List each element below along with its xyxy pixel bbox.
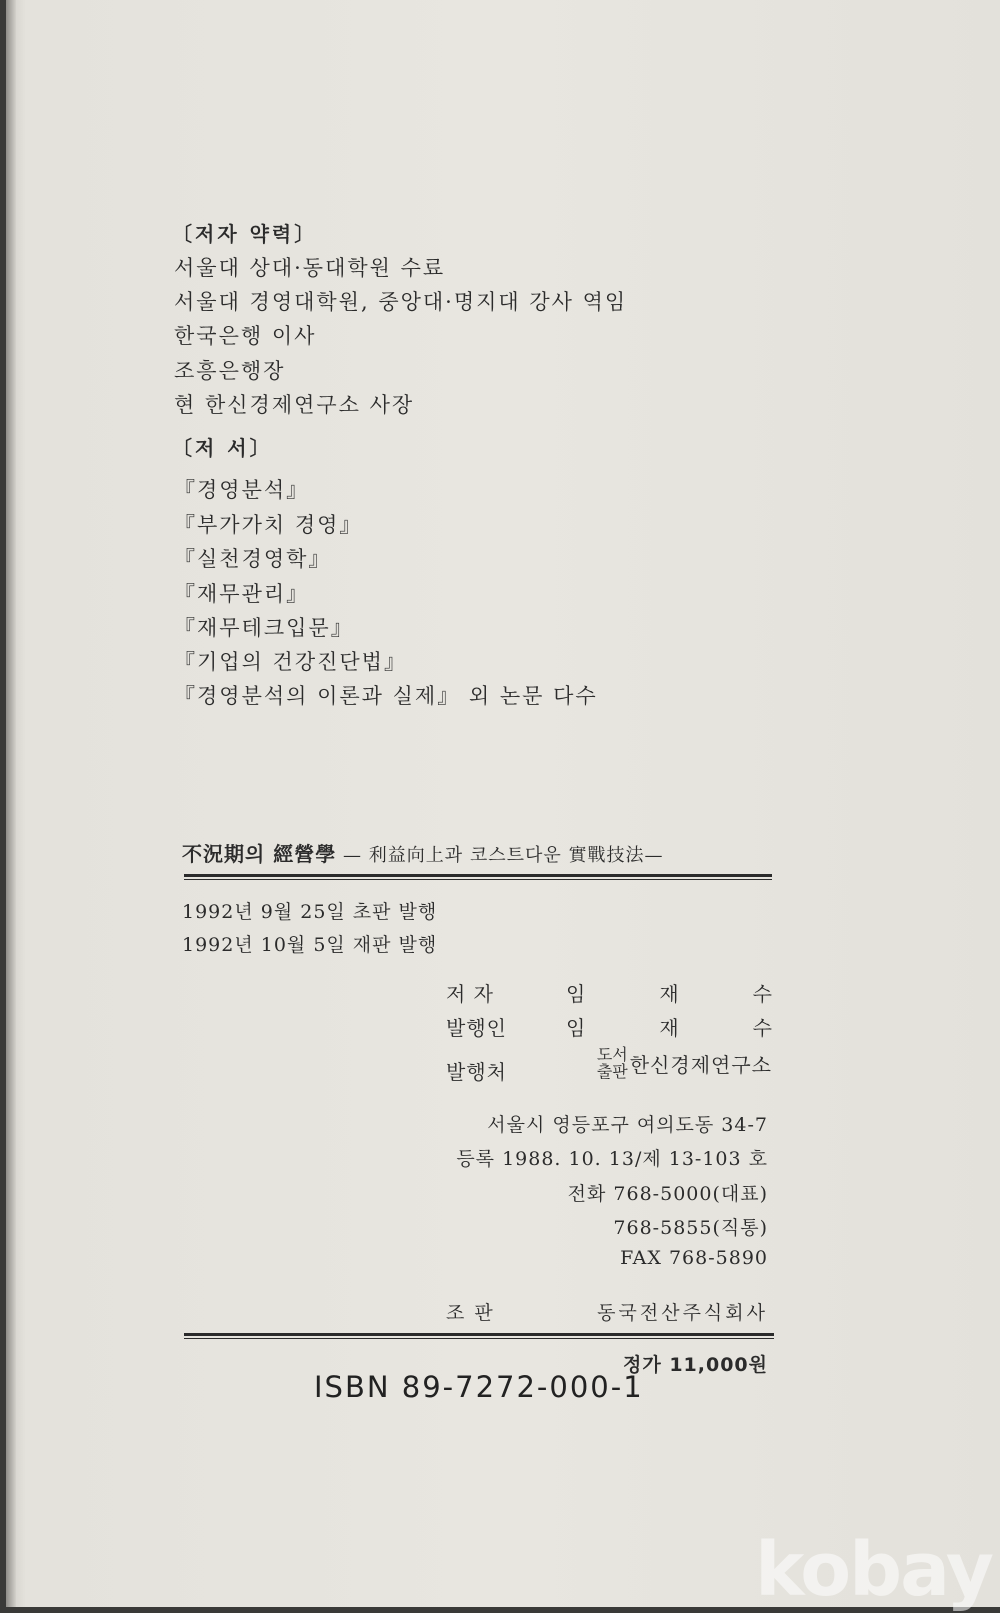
address-line: 서울시 영등포구 여의도동 34-7 bbox=[487, 1114, 768, 1136]
publisher-credit-label: 발행인 bbox=[446, 1016, 507, 1040]
works-item: 『재무관리』 bbox=[174, 582, 310, 606]
phone-main: 전화 768-5000(대표) bbox=[567, 1183, 768, 1205]
author-bio-heading: 〔저자 약력〕 bbox=[172, 222, 318, 246]
author-credit-row bbox=[446, 978, 772, 1008]
press-prefix bbox=[597, 1046, 628, 1080]
name-char: 임 bbox=[566, 982, 586, 1006]
works-item: 『경영분석』 bbox=[174, 478, 310, 502]
page-edge bbox=[6, 0, 16, 1607]
press-name: 한신경제연구소 bbox=[629, 1052, 772, 1077]
author-credit-name bbox=[566, 978, 772, 1007]
author-bio-item: 서울대 경영대학원, 중앙대·명지대 강사 역임 bbox=[174, 290, 628, 314]
typesetting-label: 조 판 bbox=[446, 1302, 495, 1324]
name-char: 수 bbox=[752, 1016, 772, 1040]
registration-line: 등록 1988. 10. 13/제 13-103 호 bbox=[456, 1148, 768, 1170]
phone-direct: 768-5855(직통) bbox=[613, 1217, 768, 1239]
works-item: 『실천경영학』 bbox=[174, 547, 332, 571]
author-bio-item: 조흥은행장 bbox=[174, 359, 286, 383]
works-heading: 〔저 서〕 bbox=[172, 436, 273, 460]
title-rule-thin bbox=[184, 879, 772, 880]
author-bio-item: 현 한신경제연구소 사장 bbox=[174, 393, 415, 417]
works-item: 『경영분석의 이론과 실제』 외 논문 다수 bbox=[174, 684, 598, 708]
press-prefix-top: 도서 bbox=[596, 1045, 628, 1064]
isbn: ISBN 89-7272-000-1 bbox=[314, 1370, 644, 1404]
press-prefix-bottom: 출판 bbox=[596, 1062, 628, 1081]
edition-first: 1992년 9월 25일 초판 발행 bbox=[182, 901, 438, 923]
author-bio-item: 서울대 상대·동대학원 수료 bbox=[174, 256, 446, 280]
book-page bbox=[6, 0, 1000, 1607]
author-credit-label: 저 자 bbox=[446, 982, 494, 1006]
works-item: 『재무테크입문』 bbox=[174, 616, 354, 640]
publisher-credit-name bbox=[566, 1012, 772, 1041]
bottom-rule-thick bbox=[184, 1333, 774, 1336]
name-char: 수 bbox=[752, 982, 772, 1006]
typesetting-value: 동국전산주식회사 bbox=[597, 1302, 768, 1324]
works-item: 『부가가치 경영』 bbox=[174, 513, 363, 537]
kobay-watermark: kobay bbox=[755, 1527, 992, 1613]
bottom-rule-thin bbox=[184, 1338, 774, 1339]
name-char: 재 bbox=[659, 1016, 679, 1040]
edition-second: 1992년 10월 5일 재판 발행 bbox=[182, 934, 438, 956]
name-char: 재 bbox=[659, 982, 679, 1006]
author-bio-item: 한국은행 이사 bbox=[174, 324, 317, 348]
press-credit-row bbox=[446, 1045, 772, 1086]
book-subtitle: — 利益向上과 코스트다운 實戰技法— bbox=[342, 845, 664, 866]
book-title-line bbox=[182, 838, 663, 867]
title-rule-thick bbox=[184, 874, 772, 877]
book-title: 不況期의 經營學 bbox=[182, 842, 337, 866]
publisher-credit-row bbox=[446, 1012, 772, 1042]
price: 정가 11,000원 bbox=[623, 1354, 768, 1376]
fax-number: FAX 768-5890 bbox=[620, 1247, 768, 1269]
press-credit-name bbox=[566, 1046, 772, 1080]
name-char: 임 bbox=[566, 1016, 586, 1040]
works-item: 『기업의 건강진단법』 bbox=[174, 650, 407, 674]
press-credit-label: 발행처 bbox=[446, 1060, 507, 1084]
